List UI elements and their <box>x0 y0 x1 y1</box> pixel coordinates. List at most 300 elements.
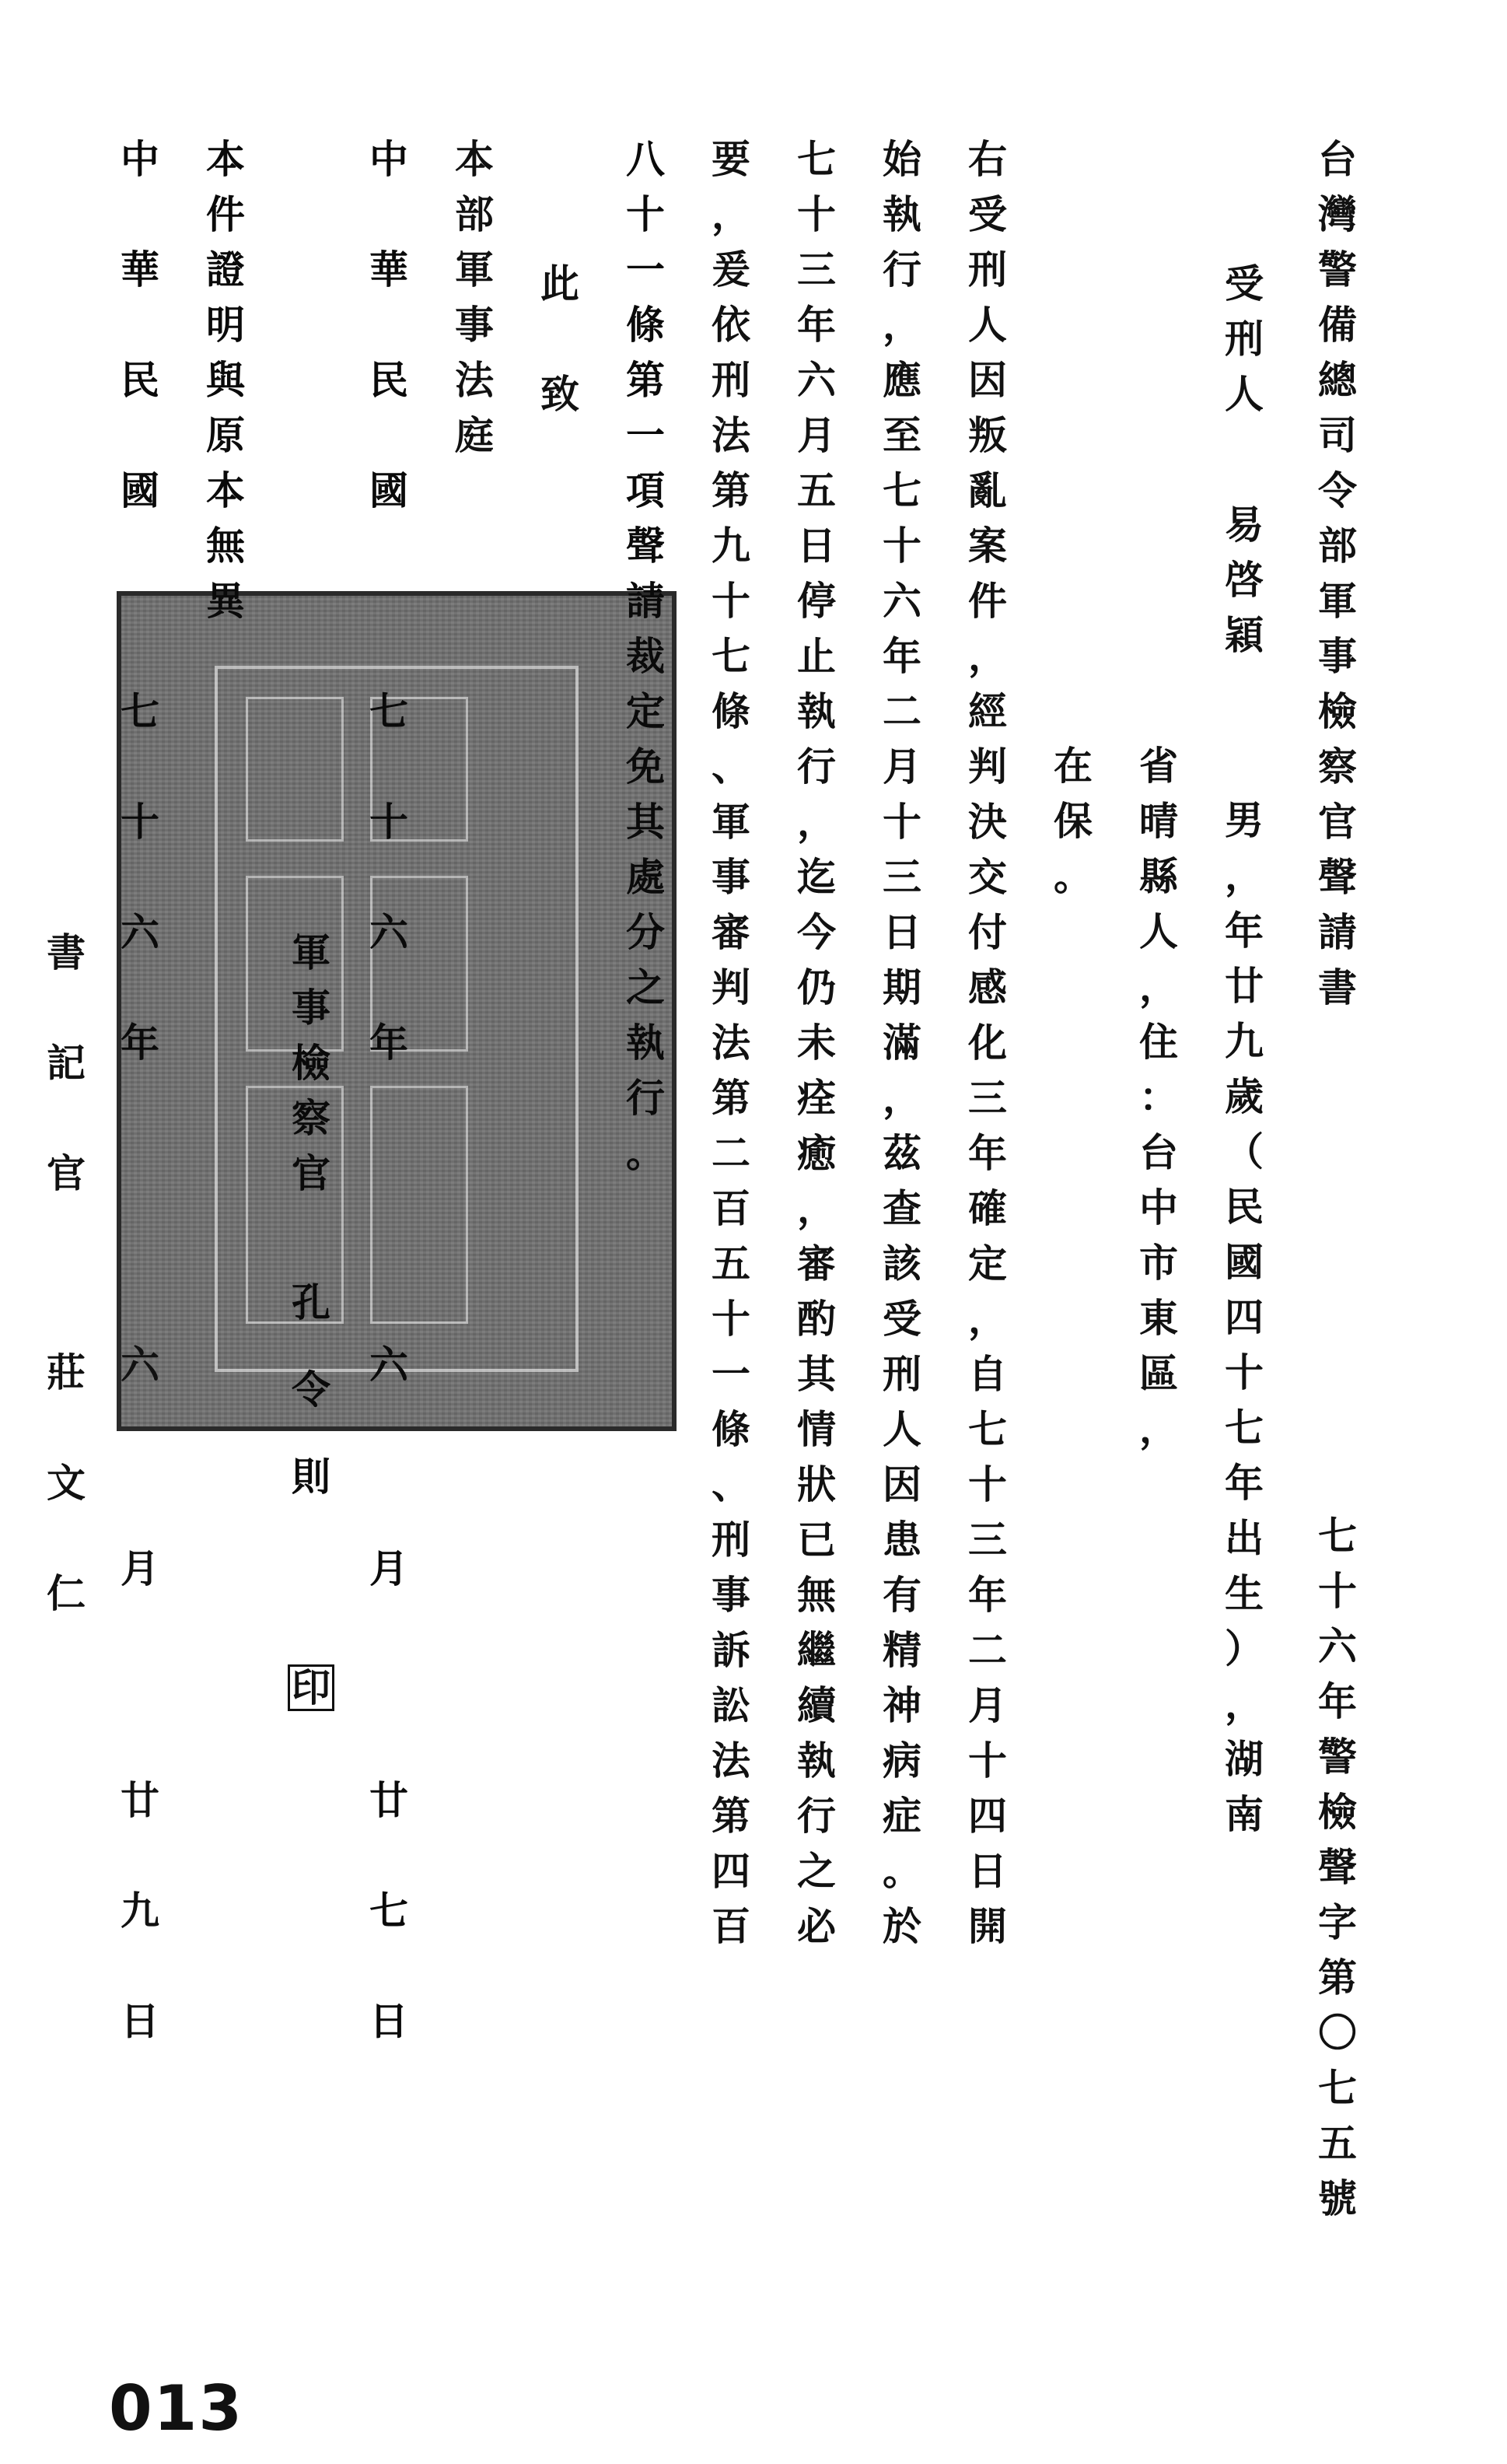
vertical-char: 請 <box>626 578 665 624</box>
vertical-char: 聲 <box>626 523 665 569</box>
vertical-char: 審 <box>797 1241 836 1286</box>
vertical-char: （ <box>1225 1129 1264 1174</box>
vertical-char: 本 <box>206 467 245 513</box>
vertical-char: 字 <box>1318 1899 1357 1945</box>
vertical-char: 察 <box>1318 744 1357 789</box>
vertical-char: 在 <box>1054 743 1093 789</box>
vertical-char: 八 <box>626 136 665 182</box>
vertical-char: 令 <box>292 1367 330 1412</box>
vertical-char: 事 <box>455 302 494 348</box>
vertical-char: 查 <box>883 1185 921 1231</box>
vertical-char: 備 <box>1318 302 1357 348</box>
vertical-char: 續 <box>797 1682 836 1728</box>
vertical-char: ， <box>968 633 1007 679</box>
body-line-2 <box>879 136 925 1949</box>
vertical-char: 二 <box>968 1627 1007 1673</box>
vertical-char: 警 <box>1318 1734 1357 1780</box>
vertical-char: 灣 <box>1318 191 1357 237</box>
vertical-char: 因 <box>968 357 1007 403</box>
vertical-char: 十 <box>712 578 750 624</box>
seal-glyph-6 <box>370 1086 468 1324</box>
vertical-char: 第 <box>712 1075 750 1121</box>
vertical-char: 年 <box>1225 908 1264 954</box>
vertical-char: 日 <box>121 1998 159 2044</box>
vertical-char: 刑 <box>1225 316 1264 362</box>
vertical-char: 年 <box>1318 1678 1357 1724</box>
vertical-char: 三 <box>968 1075 1007 1121</box>
vertical-char: 台 <box>1318 136 1357 182</box>
vertical-char: 。 <box>883 1848 921 1894</box>
vertical-char: 第 <box>1318 1955 1357 2000</box>
vertical-char: 訴 <box>712 1627 750 1673</box>
vertical-char: 九 <box>1225 1018 1264 1064</box>
vertical-char: 請 <box>1318 909 1357 955</box>
vertical-char: 四 <box>1225 1294 1264 1340</box>
vertical-char: 止 <box>797 633 836 679</box>
vertical-char: 百 <box>712 1903 750 1949</box>
vertical-char: 十 <box>883 799 921 845</box>
vertical-char: 茲 <box>883 1130 921 1176</box>
date2-month-column <box>117 1342 163 1591</box>
vertical-char: 穎 <box>1225 612 1264 658</box>
vertical-char: 國 <box>369 467 408 513</box>
vertical-char: 十 <box>121 799 159 845</box>
vertical-char: 二 <box>712 1130 750 1176</box>
vertical-char: 日 <box>797 523 836 569</box>
vertical-char: 決 <box>968 799 1007 845</box>
vertical-char: 之 <box>797 1848 836 1894</box>
vertical-char: 九 <box>712 523 750 569</box>
vertical-char: 檢 <box>1318 688 1357 734</box>
body-line-5 <box>622 136 669 1176</box>
vertical-char: 省 <box>1139 743 1178 789</box>
vertical-char: 因 <box>883 1461 921 1507</box>
vertical-char: 東 <box>1139 1295 1178 1341</box>
vertical-char: 執 <box>626 1020 665 1066</box>
vertical-char: 異 <box>206 578 245 624</box>
vertical-char: 依 <box>712 302 750 348</box>
vertical-char: 三 <box>968 1517 1007 1563</box>
vertical-char: 交 <box>968 854 1007 900</box>
vertical-char: 五 <box>712 1241 750 1286</box>
vertical-char: 明 <box>206 302 245 348</box>
vertical-char: 檢 <box>292 1040 330 1086</box>
vertical-char: 迄 <box>797 854 836 900</box>
vertical-char: 縣 <box>1139 853 1178 899</box>
vertical-char: 日 <box>369 1998 408 2044</box>
vertical-char: 第 <box>712 1793 750 1839</box>
vertical-char: 男 <box>1225 797 1264 843</box>
vertical-char: 原 <box>206 412 245 458</box>
vertical-char: 人 <box>968 302 1007 348</box>
vertical-char: 十 <box>1318 1568 1357 1614</box>
vertical-char: 月 <box>797 412 836 458</box>
vertical-char: ， <box>883 1075 921 1121</box>
vertical-char: 滿 <box>883 1020 921 1066</box>
vertical-char: 六 <box>121 1342 159 1388</box>
vertical-char: 號 <box>1318 2175 1357 2221</box>
vertical-char: ， <box>712 191 750 237</box>
vertical-char: 執 <box>883 191 921 237</box>
vertical-char: 精 <box>883 1627 921 1673</box>
vertical-char: 化 <box>968 1020 1007 1066</box>
vertical-char: ， <box>797 1185 836 1231</box>
vertical-char: 市 <box>1139 1240 1178 1286</box>
date2-era-column <box>117 136 163 513</box>
vertical-char: 記 <box>47 1040 86 1086</box>
closing-column <box>537 261 583 417</box>
vertical-char: ） <box>1225 1626 1264 1671</box>
vertical-char: 神 <box>883 1682 921 1728</box>
vertical-char: 症 <box>883 1793 921 1839</box>
vertical-char: 與 <box>206 357 245 403</box>
vertical-char: 孔 <box>292 1279 330 1325</box>
vertical-char: 定 <box>626 688 665 734</box>
subject-label-column <box>1221 261 1267 417</box>
subject-details-column-1 <box>1221 797 1267 1837</box>
vertical-char: 停 <box>797 578 836 624</box>
vertical-char: 部 <box>1318 523 1357 569</box>
date1-era-column <box>365 136 412 513</box>
vertical-char: 華 <box>121 247 159 292</box>
vertical-char: 事 <box>712 1572 750 1618</box>
vertical-char: 年 <box>1225 1460 1264 1506</box>
date2-year-column <box>117 688 163 1066</box>
vertical-char: 裁 <box>626 633 665 679</box>
vertical-char: 廿 <box>121 1777 159 1823</box>
vertical-char: 月 <box>369 1545 408 1591</box>
vertical-char: 三 <box>883 854 921 900</box>
vertical-char: 一 <box>626 412 665 458</box>
vertical-char: 日 <box>883 909 921 955</box>
vertical-char: 七 <box>121 688 159 734</box>
vertical-char: 法 <box>712 1020 750 1066</box>
vertical-char: 區 <box>1139 1350 1178 1396</box>
vertical-char: 條 <box>626 302 665 348</box>
vertical-char: 一 <box>712 1351 750 1397</box>
vertical-char: 狀 <box>797 1461 836 1507</box>
vertical-char: 警 <box>1318 247 1357 292</box>
vertical-char: 本 <box>455 136 494 182</box>
vertical-char: ， <box>797 799 836 845</box>
vertical-char: 行 <box>883 247 921 292</box>
vertical-char: 痊 <box>797 1075 836 1121</box>
vertical-char: 五 <box>1318 2120 1357 2166</box>
vertical-char: 繼 <box>797 1627 836 1673</box>
vertical-char: 法 <box>712 412 750 458</box>
subject-name-column <box>1221 502 1267 658</box>
vertical-char: 南 <box>1225 1791 1264 1837</box>
vertical-char: 官 <box>47 1150 86 1196</box>
vertical-char: 致 <box>540 371 579 417</box>
vertical-char: 七 <box>1318 2065 1357 2111</box>
vertical-char: 事 <box>1318 633 1357 679</box>
vertical-char: 付 <box>968 909 1007 955</box>
vertical-char: 行 <box>626 1075 665 1121</box>
vertical-char: 廿 <box>369 1777 408 1823</box>
vertical-char: 年 <box>369 1020 408 1066</box>
vertical-char: ， <box>1225 852 1264 898</box>
vertical-char: 判 <box>968 744 1007 789</box>
vertical-char: 七 <box>968 1406 1007 1452</box>
vertical-char: 六 <box>797 357 836 403</box>
vertical-char: 十 <box>968 1738 1007 1783</box>
vertical-char: 今 <box>797 909 836 955</box>
vertical-char: 軍 <box>1318 578 1357 624</box>
page-number: 013 <box>109 2372 243 2445</box>
vertical-char: 令 <box>1318 467 1357 513</box>
case-number-column <box>1314 1513 1361 2221</box>
vertical-char: 十 <box>369 799 408 845</box>
vertical-char: 啓 <box>1225 557 1264 603</box>
vertical-char: 案 <box>968 523 1007 569</box>
vertical-char: 月 <box>121 1545 159 1591</box>
vertical-char: 年 <box>797 302 836 348</box>
vertical-char: 受 <box>1225 261 1264 306</box>
vertical-char: ， <box>968 1296 1007 1342</box>
vertical-char: 民 <box>121 357 159 403</box>
vertical-char: 至 <box>883 412 921 458</box>
vertical-char: 判 <box>712 964 750 1010</box>
vertical-char: 事 <box>292 985 330 1031</box>
vertical-char: ， <box>1139 1405 1178 1451</box>
vertical-char: 九 <box>121 1888 159 1934</box>
vertical-char: 四 <box>968 1793 1007 1839</box>
vertical-char: 月 <box>968 1682 1007 1728</box>
vertical-char: 之 <box>626 964 665 1010</box>
vertical-char: 七 <box>1225 1405 1264 1451</box>
date1-day-column <box>365 1777 412 2044</box>
vertical-char: 書 <box>47 929 86 975</box>
vertical-char: 其 <box>797 1351 836 1397</box>
vertical-char: 叛 <box>968 412 1007 458</box>
vertical-char: 刑 <box>968 247 1007 292</box>
vertical-char: 聲 <box>1318 1844 1357 1890</box>
vertical-char: 官 <box>292 1150 330 1196</box>
title-column <box>1314 136 1361 1010</box>
vertical-char: 件 <box>968 578 1007 624</box>
vertical-char: 酌 <box>797 1296 836 1342</box>
vertical-char: 無 <box>797 1572 836 1618</box>
vertical-char: 百 <box>712 1185 750 1231</box>
vertical-char: ， <box>1225 1681 1264 1727</box>
vertical-char: 七 <box>369 1888 408 1934</box>
vertical-char: 日 <box>968 1848 1007 1894</box>
vertical-char: 執 <box>797 1738 836 1783</box>
vertical-char: 條 <box>712 688 750 734</box>
vertical-char: 患 <box>883 1517 921 1563</box>
vertical-char: 自 <box>968 1351 1007 1397</box>
vertical-char: 事 <box>712 854 750 900</box>
vertical-char: 易 <box>1225 502 1264 548</box>
vertical-char: 處 <box>626 854 665 900</box>
vertical-char: 台 <box>1139 1129 1178 1175</box>
vertical-char: 、 <box>712 744 750 789</box>
vertical-char: 晴 <box>1139 798 1178 844</box>
vertical-char: 人 <box>1139 908 1178 954</box>
vertical-char: 出 <box>1225 1515 1264 1561</box>
subject-status-column <box>1050 743 1096 899</box>
vertical-char: 開 <box>968 1903 1007 1949</box>
vertical-char: 受 <box>883 1296 921 1342</box>
vertical-char: 六 <box>369 1342 408 1388</box>
vertical-char: 件 <box>206 191 245 237</box>
vertical-char: 七 <box>797 136 836 182</box>
vertical-char: 此 <box>540 261 579 306</box>
vertical-char: 第 <box>712 467 750 513</box>
vertical-char: 審 <box>712 909 750 955</box>
prosecutor-name-column <box>288 1279 334 1500</box>
vertical-char: 期 <box>883 964 921 1010</box>
vertical-char: 二 <box>883 688 921 734</box>
vertical-char: 未 <box>797 1020 836 1066</box>
vertical-char: 七 <box>883 467 921 513</box>
vertical-char: 十 <box>1225 1349 1264 1395</box>
vertical-char: 確 <box>968 1185 1007 1231</box>
vertical-char: 第 <box>626 357 665 403</box>
vertical-char: 刑 <box>883 1351 921 1397</box>
vertical-char: 應 <box>883 357 921 403</box>
vertical-char: 行 <box>797 1793 836 1839</box>
vertical-char: 歲 <box>1225 1073 1264 1119</box>
vertical-char: 聲 <box>1318 854 1357 900</box>
vertical-char: 察 <box>292 1095 330 1141</box>
vertical-char: 年 <box>968 1572 1007 1618</box>
vertical-char: 十 <box>712 1296 750 1342</box>
vertical-char: 始 <box>883 136 921 182</box>
subject-details-column-2 <box>1135 743 1182 1451</box>
vertical-char: 行 <box>797 744 836 789</box>
vertical-char: 住 <box>1139 1019 1178 1065</box>
vertical-char: 。 <box>1054 853 1093 899</box>
vertical-char: 。 <box>626 1130 665 1176</box>
vertical-char: 項 <box>626 467 665 513</box>
vertical-char: 三 <box>797 247 836 292</box>
vertical-char: 受 <box>968 191 1007 237</box>
vertical-char: 檢 <box>1318 1789 1357 1835</box>
vertical-char: 書 <box>1318 964 1357 1010</box>
vertical-char: 生 <box>1225 1570 1264 1616</box>
vertical-char: 亂 <box>968 467 1007 513</box>
vertical-char: 國 <box>1225 1239 1264 1285</box>
vertical-char: 月 <box>883 744 921 789</box>
vertical-char: 證 <box>206 247 245 292</box>
vertical-char: 年 <box>968 1130 1007 1176</box>
vertical-char: 條 <box>712 1406 750 1452</box>
vertical-char: 六 <box>369 909 408 955</box>
vertical-char: 湖 <box>1225 1736 1264 1782</box>
vertical-char: 刑 <box>712 1517 750 1563</box>
vertical-char: 感 <box>968 964 1007 1010</box>
vertical-char: 執 <box>797 688 836 734</box>
vertical-char: 爰 <box>712 247 750 292</box>
vertical-char: 人 <box>1225 371 1264 417</box>
vertical-char: 經 <box>968 688 1007 734</box>
body-line-4 <box>708 136 754 1949</box>
addressee-column <box>451 136 498 458</box>
vertical-char: 法 <box>712 1738 750 1783</box>
vertical-char: 年 <box>883 633 921 679</box>
vertical-char: 有 <box>883 1572 921 1618</box>
vertical-char: 官 <box>1318 799 1357 845</box>
vertical-char: 法 <box>455 357 494 403</box>
vertical-char: 十 <box>883 523 921 569</box>
vertical-char: 莊 <box>47 1349 86 1395</box>
body-line-1 <box>964 136 1011 1949</box>
vertical-char: 七 <box>712 633 750 679</box>
vertical-char: 於 <box>883 1903 921 1949</box>
vertical-char: 七 <box>1318 1513 1357 1559</box>
vertical-char: 五 <box>797 467 836 513</box>
vertical-char: 四 <box>712 1848 750 1894</box>
vertical-char: 文 <box>47 1460 86 1506</box>
vertical-char: 右 <box>968 136 1007 182</box>
vertical-char: 則 <box>292 1454 330 1500</box>
vertical-char: 中 <box>121 136 159 182</box>
vertical-char: 七 <box>369 688 408 734</box>
vertical-char: 本 <box>206 136 245 182</box>
date1-year-column <box>365 688 412 1066</box>
vertical-char: 中 <box>1139 1185 1178 1230</box>
vertical-char: 該 <box>883 1241 921 1286</box>
vertical-char: 仍 <box>797 964 836 1010</box>
vertical-char: 要 <box>712 136 750 182</box>
date1-month-column <box>365 1342 412 1591</box>
vertical-char: 情 <box>797 1406 836 1452</box>
certification-column <box>202 136 249 624</box>
vertical-char: 保 <box>1054 798 1093 844</box>
vertical-char: 軍 <box>712 799 750 845</box>
vertical-char: 分 <box>626 909 665 955</box>
seal-glyph-1 <box>246 697 344 842</box>
vertical-char: 其 <box>626 799 665 845</box>
prosecutor-stamp-text: 印 <box>288 1664 334 1711</box>
body-line-3 <box>793 136 840 1949</box>
vertical-char: 國 <box>121 467 159 513</box>
vertical-char: 六 <box>1318 1623 1357 1669</box>
vertical-char: 必 <box>797 1903 836 1949</box>
prosecutor-title-column <box>288 929 334 1196</box>
vertical-char: 癒 <box>797 1130 836 1176</box>
vertical-char: 中 <box>369 136 408 182</box>
vertical-char: 十 <box>797 191 836 237</box>
vertical-char: 人 <box>883 1406 921 1452</box>
vertical-char: 病 <box>883 1738 921 1783</box>
vertical-char: 民 <box>1225 1184 1264 1230</box>
vertical-char: 廿 <box>1225 963 1264 1009</box>
vertical-char: 總 <box>1318 357 1357 403</box>
vertical-char: 軍 <box>455 247 494 292</box>
vertical-char: 已 <box>797 1517 836 1563</box>
vertical-char: 訟 <box>712 1682 750 1728</box>
vertical-char: 刑 <box>712 357 750 403</box>
vertical-char: 六 <box>121 909 159 955</box>
vertical-char: 年 <box>121 1020 159 1066</box>
vertical-char: 一 <box>626 247 665 292</box>
vertical-char: 六 <box>883 578 921 624</box>
vertical-char: 司 <box>1318 412 1357 458</box>
vertical-char: 軍 <box>292 929 330 975</box>
date2-day-column <box>117 1777 163 2044</box>
vertical-char: 十 <box>968 1461 1007 1507</box>
vertical-char: 仁 <box>47 1570 86 1616</box>
vertical-char: ： <box>1139 1074 1178 1120</box>
vertical-char: 部 <box>455 191 494 237</box>
clerk-name-column <box>43 1349 89 1616</box>
vertical-char: 無 <box>206 523 245 569</box>
vertical-char: 庭 <box>455 412 494 458</box>
vertical-char: 民 <box>369 357 408 403</box>
